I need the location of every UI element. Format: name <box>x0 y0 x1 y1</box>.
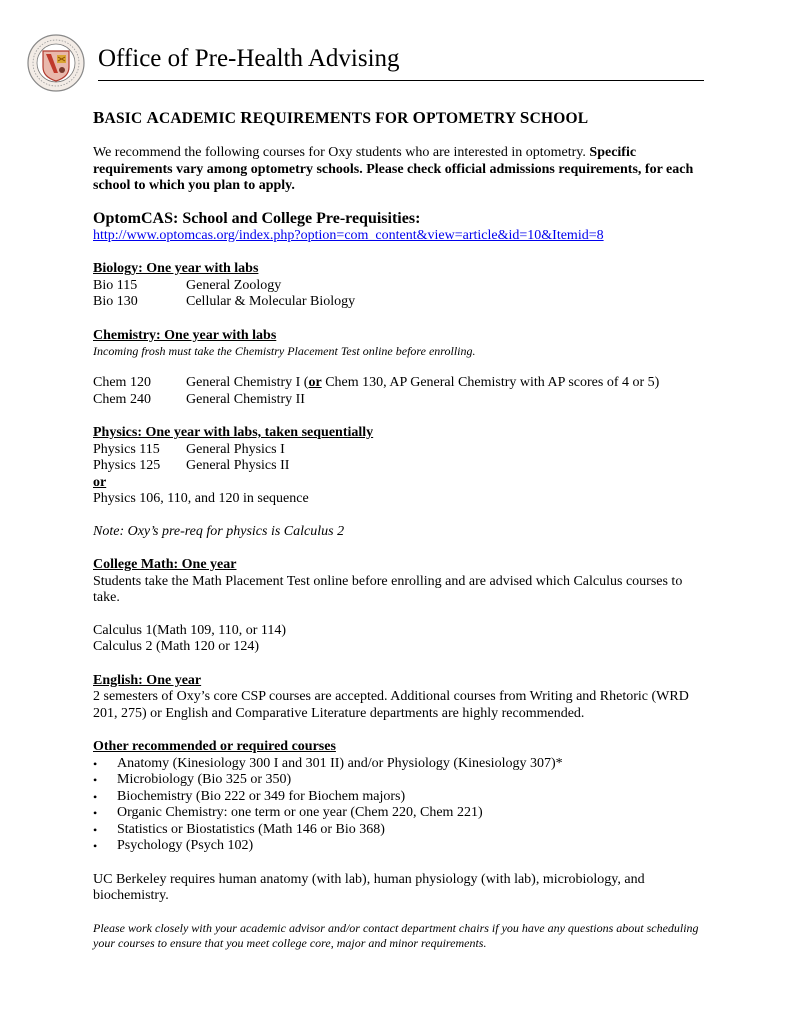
course-name: General Chemistry II <box>186 391 305 407</box>
title-cap: R <box>240 108 253 127</box>
course-code: Physics 115 <box>93 441 160 457</box>
chemistry-title: Chemistry: One year with labs <box>93 327 277 343</box>
title-cap: O <box>412 108 427 127</box>
bullet-icon: • <box>93 839 98 853</box>
header-divider <box>98 80 704 81</box>
math-text: Students take the Math Placement Test online before enrolling and are advised which Calculus courses to take. <box>93 573 683 605</box>
biology-title: Biology: One year with labs <box>93 261 259 276</box>
course-row <box>93 458 705 475</box>
course-name: General Zoology <box>186 277 282 293</box>
course-row <box>93 278 705 295</box>
course-code: Physics 125 <box>93 458 161 473</box>
course-row <box>93 392 705 409</box>
title-rest: ASIC <box>104 110 147 127</box>
math-section <box>93 557 705 656</box>
english-title: English: One year <box>93 672 202 688</box>
course-row <box>93 442 705 459</box>
list-item-text: Organic Chemistry: one term or one year (Chem 220, Chem 221) <box>117 805 483 820</box>
document-body <box>93 108 705 951</box>
course-code: Chem 240 <box>93 391 151 407</box>
list-item <box>93 838 705 855</box>
course-code: Bio 115 <box>93 277 138 293</box>
title-cap: S <box>519 108 530 127</box>
bullet-icon: • <box>93 789 98 804</box>
bullet-icon: • <box>93 773 98 787</box>
optomcas-link[interactable]: http://www.optomcas.org/index.php?option=com_content&view=article&id=10&Itemid=8 <box>93 227 604 243</box>
intro-bold: Specific requirements vary among optometry schools. Please check official admissions requirements, for each school to which you plan to apply. <box>93 145 694 193</box>
office-title: Office of Pre-Health Advising <box>98 45 400 72</box>
title-rest: PTOMETRY <box>426 110 520 127</box>
list-item-text: Biochemistry (Bio 222 or 349 for Biochem majors) <box>117 788 406 804</box>
other-courses-list <box>93 756 705 855</box>
english-section <box>93 673 705 723</box>
list-item <box>93 756 705 773</box>
course-name-part: General Chemistry I ( <box>186 375 309 390</box>
intro-plain: We recommend the following courses for Oxy students who are interested in optometry. <box>93 145 590 160</box>
list-item-text: Microbiology (Bio 325 or 350) <box>117 772 292 787</box>
title-cap: A <box>146 108 159 127</box>
course-code: Chem 120 <box>93 375 151 390</box>
other-title: Other recommended or required courses <box>93 739 336 754</box>
calculus-2: Calculus 2 (Math 120 or 124) <box>93 639 260 654</box>
biology-section <box>93 261 705 311</box>
physics-section <box>93 425 705 540</box>
or-label: or <box>308 375 322 390</box>
calculus-1: Calculus 1(Math 109, 110, or 114) <box>93 622 286 638</box>
math-title: College Math: One year <box>93 557 237 572</box>
list-item <box>93 789 705 806</box>
chemistry-section <box>93 328 705 409</box>
uc-berkeley-note: UC Berkeley requires human anatomy (with lab), human physiology (with lab), microbiology, and biochemistry. <box>93 871 645 903</box>
college-seal-icon <box>27 33 85 93</box>
list-item-text: Statistics or Biostatistics (Math 146 or Bio 368) <box>117 821 385 837</box>
physics-note: Note: Oxy’s pre-req for physics is Calculus 2 <box>93 523 345 539</box>
course-name-part: Chem 130, AP General Chemistry with AP scores of 4 or 5) <box>321 375 660 390</box>
course-code: Bio 130 <box>93 294 138 309</box>
english-text: 2 semesters of Oxy’s core CSP courses are accepted. Additional courses from Writing and Rhetoric (WRD 201, 275) or English and Comparative Literature departments are highly recommended. <box>93 689 689 721</box>
list-item <box>93 822 705 839</box>
course-row <box>93 375 705 392</box>
chemistry-note: Incoming frosh must take the Chemistry Placement Test online before enrolling. <box>93 344 476 358</box>
title-rest: CHOOL <box>529 110 589 127</box>
bullet-icon: • <box>93 822 98 837</box>
course-name: Cellular & Molecular Biology <box>186 294 356 309</box>
course-row <box>93 294 705 311</box>
optomcas-heading: OptomCAS: School and College Pre-requisities: <box>93 209 421 227</box>
other-section <box>93 739 705 855</box>
intro-paragraph <box>93 145 705 195</box>
or-label: or <box>93 474 107 490</box>
list-item <box>93 805 705 822</box>
bullet-icon: • <box>93 756 98 771</box>
physics-title: Physics: One year with labs, taken sequentially <box>93 425 374 440</box>
course-name <box>186 375 705 392</box>
bullet-icon: • <box>93 806 98 820</box>
document-title <box>93 108 705 129</box>
course-name: General Physics I <box>186 441 285 457</box>
title-rest: CADEMIC <box>158 110 241 127</box>
list-item-text: Anatomy (Kinesiology 300 I and 301 II) and/or Physiology (Kinesiology 307)* <box>117 755 563 771</box>
course-name: General Physics II <box>186 458 290 473</box>
advisor-note: Please work closely with your academic advisor and/or contact department chairs if you have any questions about scheduling your courses to ensure that you meet college core, major and minor requirements. <box>93 920 699 950</box>
title-cap: B <box>93 108 105 127</box>
list-item-text: Psychology (Psych 102) <box>117 838 254 853</box>
title-rest: EQUIREMENTS FOR <box>252 110 413 127</box>
physics-alternative: Physics 106, 110, and 120 in sequence <box>93 491 309 506</box>
list-item <box>93 772 705 789</box>
